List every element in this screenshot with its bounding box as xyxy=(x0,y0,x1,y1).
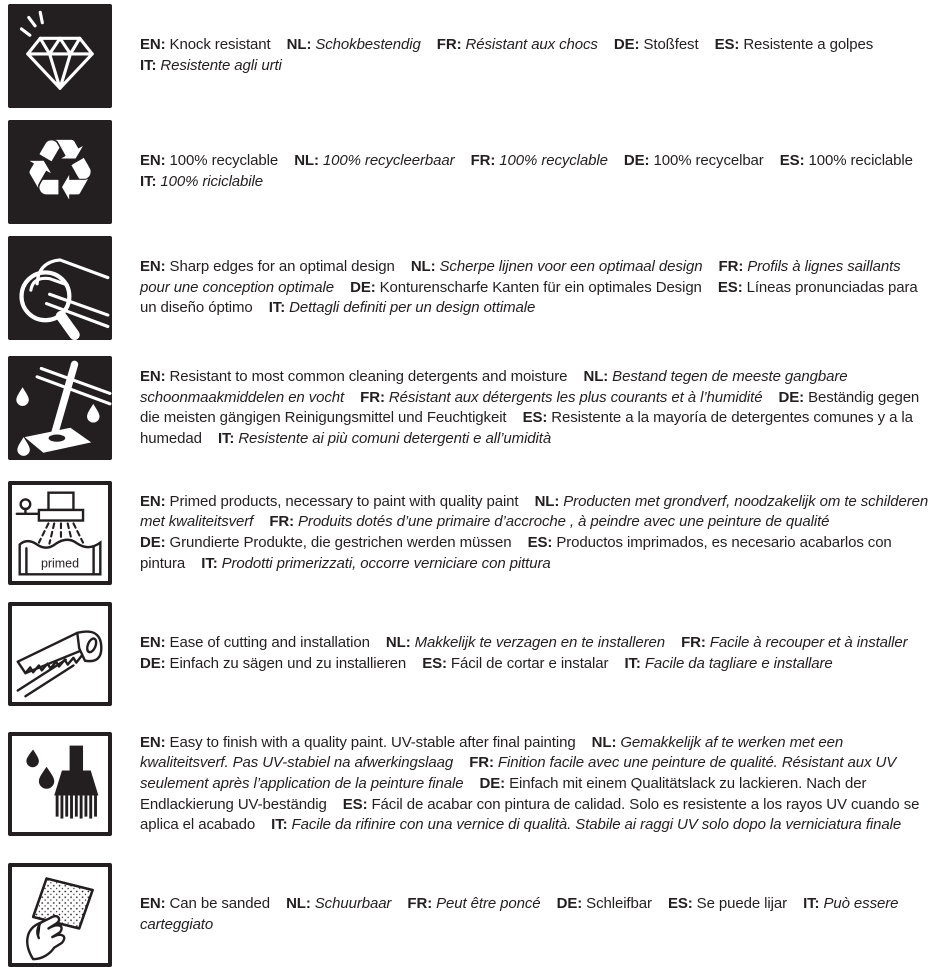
lang-entry xyxy=(681,634,907,651)
lang-label: EN: xyxy=(140,492,166,510)
easy-cutting-icon xyxy=(8,602,112,706)
lang-entry xyxy=(140,493,519,510)
lang-label: NL: xyxy=(591,733,617,751)
feature-row-primed xyxy=(8,477,935,590)
lang-label: FR: xyxy=(360,388,385,406)
paint-finish-icon xyxy=(8,732,112,836)
lang-label: ES: xyxy=(522,409,548,427)
lang-entry xyxy=(269,299,536,316)
recyclable-icon xyxy=(8,120,112,224)
lang-entry xyxy=(350,279,702,296)
lang-entry xyxy=(411,258,703,275)
feature-row-recyclable xyxy=(8,120,935,224)
feature-text: Gemakkelijk af te werken met een kwaliteitsverf. Pas UV-stabiel na afwerkingslaag xyxy=(140,733,844,772)
lang-label: IT: xyxy=(140,173,157,190)
feature-text: Einfach zu sägen und zu installieren xyxy=(169,654,407,672)
feature-text: Líneas pronunciadas para un diseño óptimo xyxy=(140,278,918,317)
feature-text-block xyxy=(140,633,932,674)
feature-text: 100% reciclable xyxy=(808,152,913,170)
lang-label: EN: xyxy=(140,152,166,170)
feature-row-easy-cutting xyxy=(8,602,935,706)
feature-text: Schokbestendig xyxy=(315,36,421,54)
lang-label: DE: xyxy=(613,36,640,54)
lang-entry xyxy=(286,895,391,912)
feature-text-block xyxy=(140,894,932,935)
feature-text: Schuurbaar xyxy=(314,895,392,913)
lang-entry xyxy=(437,36,598,53)
feature-text: Fácil de cortar e instalar xyxy=(450,654,609,672)
lang-label: NL: xyxy=(286,36,312,54)
primed-caption-text: primed xyxy=(40,556,80,571)
feature-row-sharp-edges xyxy=(8,236,935,340)
feature-text-block xyxy=(140,35,932,76)
feature-row-sandable xyxy=(8,863,935,967)
sanding-hand-icon xyxy=(12,867,108,963)
feature-text: 100% recyclable xyxy=(499,152,608,170)
lang-label: FR: xyxy=(470,152,496,170)
lang-label: EN: xyxy=(140,733,166,751)
moisture-resistant-icon xyxy=(8,356,112,460)
lang-entry xyxy=(668,895,787,912)
lang-entry xyxy=(201,555,550,572)
lang-entry xyxy=(140,655,406,672)
lang-entry xyxy=(407,895,540,912)
lang-label: IT: xyxy=(201,554,218,572)
lang-label: IT: xyxy=(624,654,641,672)
feature-text: Résistant aux chocs xyxy=(465,36,598,54)
lang-label: ES: xyxy=(779,152,805,170)
feature-text: Resistente agli urti xyxy=(160,57,282,74)
feature-text: Facile da rifinire con una vernice di qualità. Stabile ai raggi UV solo dopo la verniciatura finale xyxy=(291,816,902,834)
lang-entry xyxy=(140,258,395,275)
lang-label: FR: xyxy=(407,895,433,913)
feature-text: Facile da tagliare e installare xyxy=(644,654,833,672)
lang-label: EN: xyxy=(140,36,166,54)
feature-text: Primed products, necessary to paint with quality paint xyxy=(169,492,519,510)
lang-entry xyxy=(140,36,271,53)
feature-text: Resistente ai più comuni detergenti e all’umidità xyxy=(238,430,552,448)
lang-entry xyxy=(140,57,282,74)
lang-label: EN: xyxy=(140,257,166,275)
feature-text: Easy to finish with a quality paint. UV-stable after final painting xyxy=(169,733,576,751)
feature-text: Einfach mit einem Qualitätslack zu lackieren. Nach der Endlackierung UV-beständig xyxy=(140,774,867,813)
primed-icon xyxy=(8,481,112,585)
diamond-icon xyxy=(8,4,112,108)
lang-label: DE: xyxy=(623,152,650,170)
feature-text: Konturenscharfe Kanten für ein optimales Design xyxy=(379,278,702,296)
feature-text: Schleifbar xyxy=(586,895,652,913)
lang-label: ES: xyxy=(422,654,447,672)
lang-label: EN: xyxy=(140,895,166,913)
lang-label: NL: xyxy=(534,492,560,510)
lang-label: NL: xyxy=(385,633,411,651)
lang-label: IT: xyxy=(271,816,288,834)
lang-label: ES: xyxy=(714,36,740,54)
lang-label: NL: xyxy=(286,895,311,913)
feature-text: Finition facile avec une peinture de qualité. Résistant aux UV seulement après l’application de la peinture finale xyxy=(140,754,897,792)
lang-entry xyxy=(557,895,652,912)
lang-entry xyxy=(715,36,874,53)
lang-label: DE: xyxy=(350,278,376,296)
feature-text: Stoßfest xyxy=(643,36,699,54)
feature-text: Facile à recouper et à installer xyxy=(709,633,908,651)
lang-label: EN: xyxy=(140,368,166,385)
knock-resistant-icon xyxy=(8,4,112,108)
lang-entry xyxy=(218,430,551,447)
lang-entry xyxy=(140,368,567,385)
lang-label: ES: xyxy=(342,795,368,813)
feature-text: Productos imprimados, es necesario acabarlos con pintura xyxy=(140,534,892,572)
feature-text: Dettagli definiti per un design ottimale xyxy=(289,299,536,317)
lang-label: FR: xyxy=(681,633,706,651)
feature-text: Makkelijk te verzagen en te installeren xyxy=(414,633,666,651)
feature-text: Fácil de acabar con pintura de calidad. Solo es resistente a los rayos UV cuando se aplica el acabado xyxy=(140,795,920,834)
lang-entry xyxy=(287,36,421,53)
lang-label: NL: xyxy=(294,152,319,170)
spray-primer-icon xyxy=(12,485,108,581)
lang-label: IT: xyxy=(803,895,820,913)
lang-entry xyxy=(386,634,665,651)
feature-text: Se puede lijar xyxy=(696,895,788,913)
feature-text: Sharp edges for an optimal design xyxy=(169,257,395,275)
feature-text: Knock resistant xyxy=(169,36,271,54)
lang-label: DE: xyxy=(556,895,583,913)
lang-entry xyxy=(360,389,762,406)
lang-entry xyxy=(471,152,608,169)
magnifier-profile-icon xyxy=(8,236,112,340)
lang-label: NL: xyxy=(583,368,609,385)
feature-row-knock-resistant xyxy=(8,4,935,108)
lang-label: IT: xyxy=(217,430,235,448)
feature-text-block xyxy=(140,367,932,450)
feature-text: 100% recycelbar xyxy=(653,152,764,170)
lang-entry xyxy=(614,36,699,53)
lang-label: DE: xyxy=(140,534,166,552)
recycle-symbol-icon: ♻ xyxy=(22,121,98,219)
lang-label: DE: xyxy=(140,654,166,672)
lang-label: DE: xyxy=(479,774,506,792)
lang-label: FR: xyxy=(436,36,462,54)
feature-text: Peut être poncé xyxy=(436,895,541,913)
sandable-icon xyxy=(8,863,112,967)
lang-entry xyxy=(294,152,454,169)
lang-label: IT: xyxy=(140,57,157,74)
lang-entry xyxy=(269,513,829,530)
feature-text: Ease of cutting and installation xyxy=(169,633,370,651)
lang-entry xyxy=(140,734,576,751)
feature-text: Scherpe lijnen voor een optimaal design xyxy=(439,257,703,275)
lang-entry xyxy=(271,816,901,833)
lang-label: ES: xyxy=(717,278,743,296)
feature-text-block xyxy=(140,733,932,836)
feature-text: Resistente a la mayoría de detergentes comunes y a la humedad xyxy=(140,409,913,448)
feature-row-moisture-resistant xyxy=(8,352,935,465)
lang-label: ES: xyxy=(527,534,553,552)
lang-entry xyxy=(140,634,370,651)
feature-text: Producten met grondverf, noodzakelijk om te schilderen met kwaliteitsverf xyxy=(140,492,929,531)
feature-text-block xyxy=(140,492,932,575)
lang-entry xyxy=(140,534,512,551)
feature-text: Beständig gegen die meisten gängigen Reinigungsmittel und Feuchtigkeit xyxy=(140,388,920,427)
lang-entry xyxy=(140,152,278,169)
lang-label: EN: xyxy=(140,633,166,651)
lang-entry xyxy=(780,152,913,169)
lang-entry xyxy=(140,895,270,912)
sharp-edges-icon xyxy=(8,236,112,340)
feature-text: Prodotti primerizzati, occorre verniciare con pittura xyxy=(221,554,551,572)
saw-icon xyxy=(12,606,108,702)
lang-entry xyxy=(140,173,263,190)
lang-label: FR: xyxy=(469,754,494,772)
feature-text: Profils à lignes saillants pour une conception optimale xyxy=(140,257,901,296)
feature-text: Bestand tegen de meeste gangbare schoonmaakmiddelen en vocht xyxy=(140,368,848,406)
feature-text: 100% recycleerbaar xyxy=(322,152,455,170)
feature-text: Résistant aux détergents les plus courants et à l’humidité xyxy=(388,388,763,406)
feature-text: Produits dotés d’une primaire d’accroche , à peindre avec une peinture de qualité xyxy=(298,513,830,531)
feature-text-block xyxy=(140,151,932,192)
feature-row-paint-finish xyxy=(8,718,935,851)
feature-text: 100% riciclabile xyxy=(160,173,263,190)
lang-entry xyxy=(422,655,608,672)
lang-label: ES: xyxy=(667,895,693,913)
lang-entry xyxy=(624,152,764,169)
feature-text: 100% recyclable xyxy=(169,152,279,170)
feature-text: Resistente a golpes xyxy=(743,36,874,54)
lang-label: NL: xyxy=(410,257,436,275)
feature-text: Può essere carteggiato xyxy=(140,895,899,933)
feature-text: Resistant to most common cleaning detergents and moisture xyxy=(169,368,568,385)
lang-label: FR: xyxy=(269,513,295,531)
mop-icon xyxy=(8,356,112,460)
feature-text-block xyxy=(140,257,932,319)
lang-label: FR: xyxy=(718,257,744,275)
lang-entry xyxy=(624,655,832,672)
lang-label: IT: xyxy=(268,299,286,317)
brush-drops-icon xyxy=(12,736,108,832)
feature-text: Grundierte Produkte, die gestrichen werden müssen xyxy=(169,534,512,552)
lang-label: DE: xyxy=(778,388,805,406)
feature-text: Can be sanded xyxy=(169,895,270,913)
